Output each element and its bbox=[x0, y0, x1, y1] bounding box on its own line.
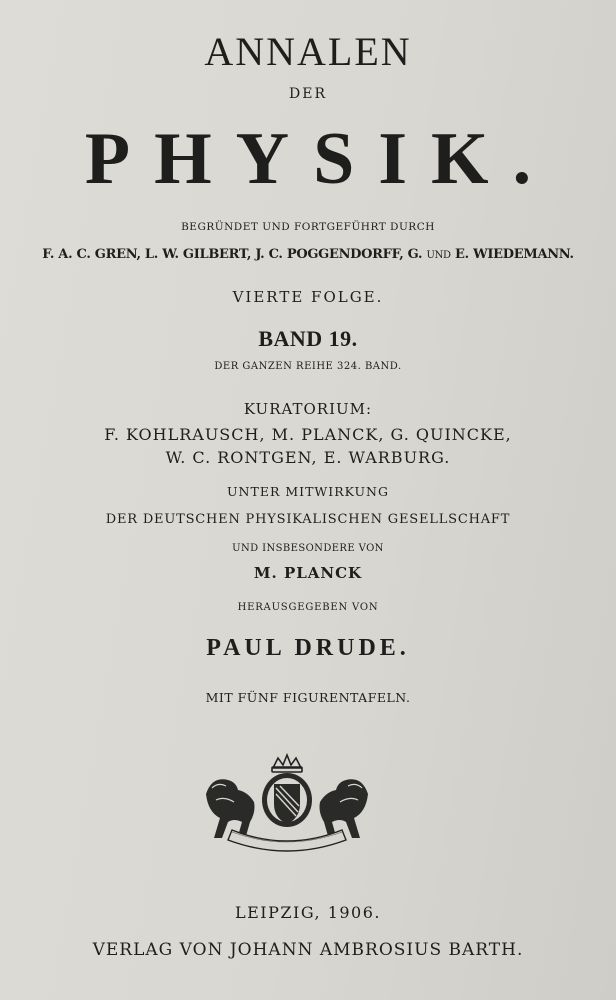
place-year: LEIPZIG, 1906. bbox=[234, 903, 381, 922]
founded-by-label: BEGRÜNDET UND FORTGEFÜHRT DURCH bbox=[181, 221, 435, 233]
journal-title-line2: PHYSIK. bbox=[84, 118, 556, 200]
founders-und: UND bbox=[426, 250, 451, 261]
series-volume-label: DER GANZEN REIHE 324. BAND. bbox=[214, 361, 402, 372]
especially-label: UND INSBESONDERE VON bbox=[232, 543, 384, 554]
board-label: KURATORIUM: bbox=[243, 400, 373, 418]
publisher-crest-icon bbox=[198, 752, 376, 852]
journal-title-der: DER bbox=[289, 86, 327, 102]
founders-line bbox=[0, 247, 616, 262]
editor-name: PAUL DRUDE. bbox=[206, 635, 410, 661]
edited-by-label: HERAUSGEGEBEN VON bbox=[237, 602, 379, 613]
society-name: DER DEUTSCHEN PHYSIKALISCHEN GESELLSCHAFT bbox=[105, 512, 511, 527]
board-line1: F. KOHLRAUSCH, M. PLANCK, G. QUINCKE, bbox=[104, 425, 512, 444]
founders-part1: F. A. C. GREN, L. W. GILBERT, J. C. POGGENDORFF, G. bbox=[42, 247, 423, 262]
journal-title-line1: ANNALEN bbox=[204, 29, 412, 74]
volume-label: BAND 19. bbox=[258, 326, 358, 351]
founders-part2: E. WIEDEMANN. bbox=[455, 247, 574, 262]
especially-name: M. PLANCK bbox=[253, 564, 363, 582]
series-label: VIERTE FOLGE. bbox=[232, 288, 384, 306]
board-line2: W. C. RONTGEN, E. WARBURG. bbox=[165, 448, 451, 467]
plates-note: MIT FÜNF FIGURENTAFELN. bbox=[205, 690, 411, 705]
publisher-line: VERLAG VON JOHANN AMBROSIUS BARTH. bbox=[92, 940, 524, 960]
cooperation-label: UNTER MITWIRKUNG bbox=[227, 484, 389, 499]
